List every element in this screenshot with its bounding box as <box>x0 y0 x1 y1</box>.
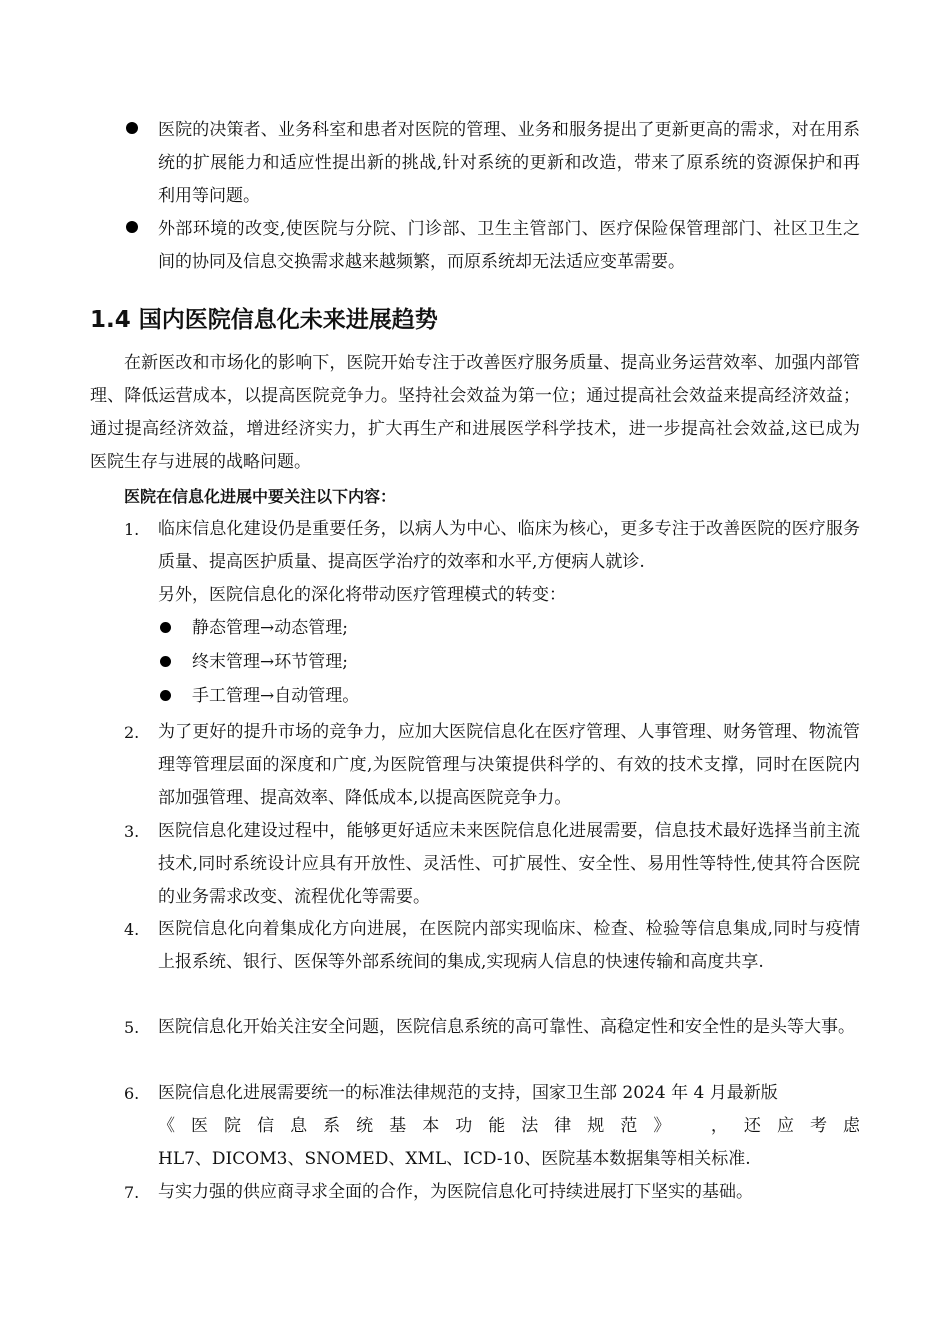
list-item-6 <box>124 1077 860 1176</box>
section-heading: 1.4 国内医院信息化未来进展趋势 <box>90 307 438 333</box>
list-number: 3. <box>124 822 140 841</box>
list-item-4 <box>124 913 860 979</box>
intro-paragraph: 在新医改和市场化的影响下，医院开始专注于改善医疗服务质量、提高业务运营效率、加强内部管理、降低运营成本，以提高医院竞争力。坚持社会效益为第一位；通过提高社会效益来提高经济效益；通过提高经济效益，增进经济实力，扩大再生产和进展医学科学技术，进一步提高社会效益,这已成为医院生存与进展的战略问题。 <box>90 353 860 472</box>
transition-item-1 <box>158 612 658 645</box>
list-item-text: 医院信息化向着集成化方向进展，在医院内部实现临床、检查、检验等信息集成,同时与疫情上报系统、银行、医保等外部系统间的集成,实现病人信息的快速传输和高度共享. <box>158 919 860 972</box>
list-item-text: 临床信息化建设仍是重要任务，以病人为中心、临床为核心，更多专注于改善医院的医疗服务质量、提高医护质量、提高医学治疗的效率和水平,方便病人就诊. <box>158 519 860 572</box>
bullet-icon <box>126 122 138 134</box>
list-item-text: 为了更好的提升市场的竞争力，应加大医院信息化在医疗管理、人事管理、财务管理、物流管理等管理层面的深度和广度,为医院管理与决策提供科学的、有效的技术支撑，同时在医院内部加强管理、提高效率、降低成本,以提高医院竞争力。 <box>158 722 860 808</box>
list-number: 7. <box>124 1183 140 1202</box>
bullet-icon <box>160 690 171 701</box>
list-item-7 <box>124 1176 860 1209</box>
list-item-5 <box>124 1011 860 1044</box>
list-item-text: 医院信息化建设过程中，能够更好适应未来医院信息化进展需要，信息技术最好选择当前主流技术,同时系统设计应具有开放性、灵活性、可扩展性、安全性、易用性等特性,使其符合医院的业务需求改变、流程优化等需要。 <box>158 821 860 907</box>
list-number: 6. <box>124 1084 140 1103</box>
transition-text: 静态管理→动态管理; <box>192 618 348 638</box>
transition-text: 终末管理→环节管理; <box>192 652 348 672</box>
list-number: 5. <box>124 1018 140 1037</box>
list-number: 1. <box>124 520 140 539</box>
bullet-icon <box>160 656 171 667</box>
transition-item-2 <box>158 646 658 679</box>
bullet-item-2 <box>120 213 860 279</box>
list-item-text: 与实力强的供应商寻求全面的合作，为医院信息化可持续进展打下坚实的基础。 <box>158 1182 753 1202</box>
item1-extra-text: 另外，医院信息化的深化将带动医疗管理模式的转变： <box>158 585 566 605</box>
list-item-text: 医院信息化开始关注安全问题，医院信息系统的高可靠性、高稳定性和安全性的是头等大事。 <box>158 1017 855 1037</box>
list-item-text-line: 《医院信息系统基本功能法律规范》 ，还应考虑 <box>158 1116 860 1136</box>
bullet-icon <box>126 221 138 233</box>
list-item-2 <box>124 716 860 815</box>
list-item-text-line: HL7、DICOM3、SNOMED、XML、ICD-10、医院基本数据集等相关标准. <box>158 1149 751 1169</box>
bullet-icon <box>160 622 171 633</box>
list-number: 4. <box>124 920 140 939</box>
list-item-text-line: 医院信息化进展需要统一的标准法律规范的支持，国家卫生部 2024 年 4 月最新版 <box>158 1083 778 1103</box>
bullet-text: 医院的决策者、业务科室和患者对医院的管理、业务和服务提出了更新更高的需求，对在用系统的扩展能力和适应性提出新的挑战,针对系统的更新和改造，带来了原系统的资源保护和再利用等问题。 <box>158 120 860 206</box>
bullet-text: 外部环境的改变,使医院与分院、门诊部、卫生主管部门、医疗保险保管理部门、社区卫生之间的协同及信息交换需求越来越频繁，而原系统却无法适应变革需要。 <box>158 219 860 272</box>
transition-text: 手工管理→自动管理。 <box>192 686 360 706</box>
list-item-1 <box>124 513 860 579</box>
focus-label: 医院在信息化进展中要关注以下内容： <box>124 487 397 506</box>
list-number: 2. <box>124 723 140 742</box>
transition-item-3 <box>158 680 658 713</box>
list-item-3 <box>124 815 860 914</box>
bullet-item-1 <box>120 114 860 213</box>
